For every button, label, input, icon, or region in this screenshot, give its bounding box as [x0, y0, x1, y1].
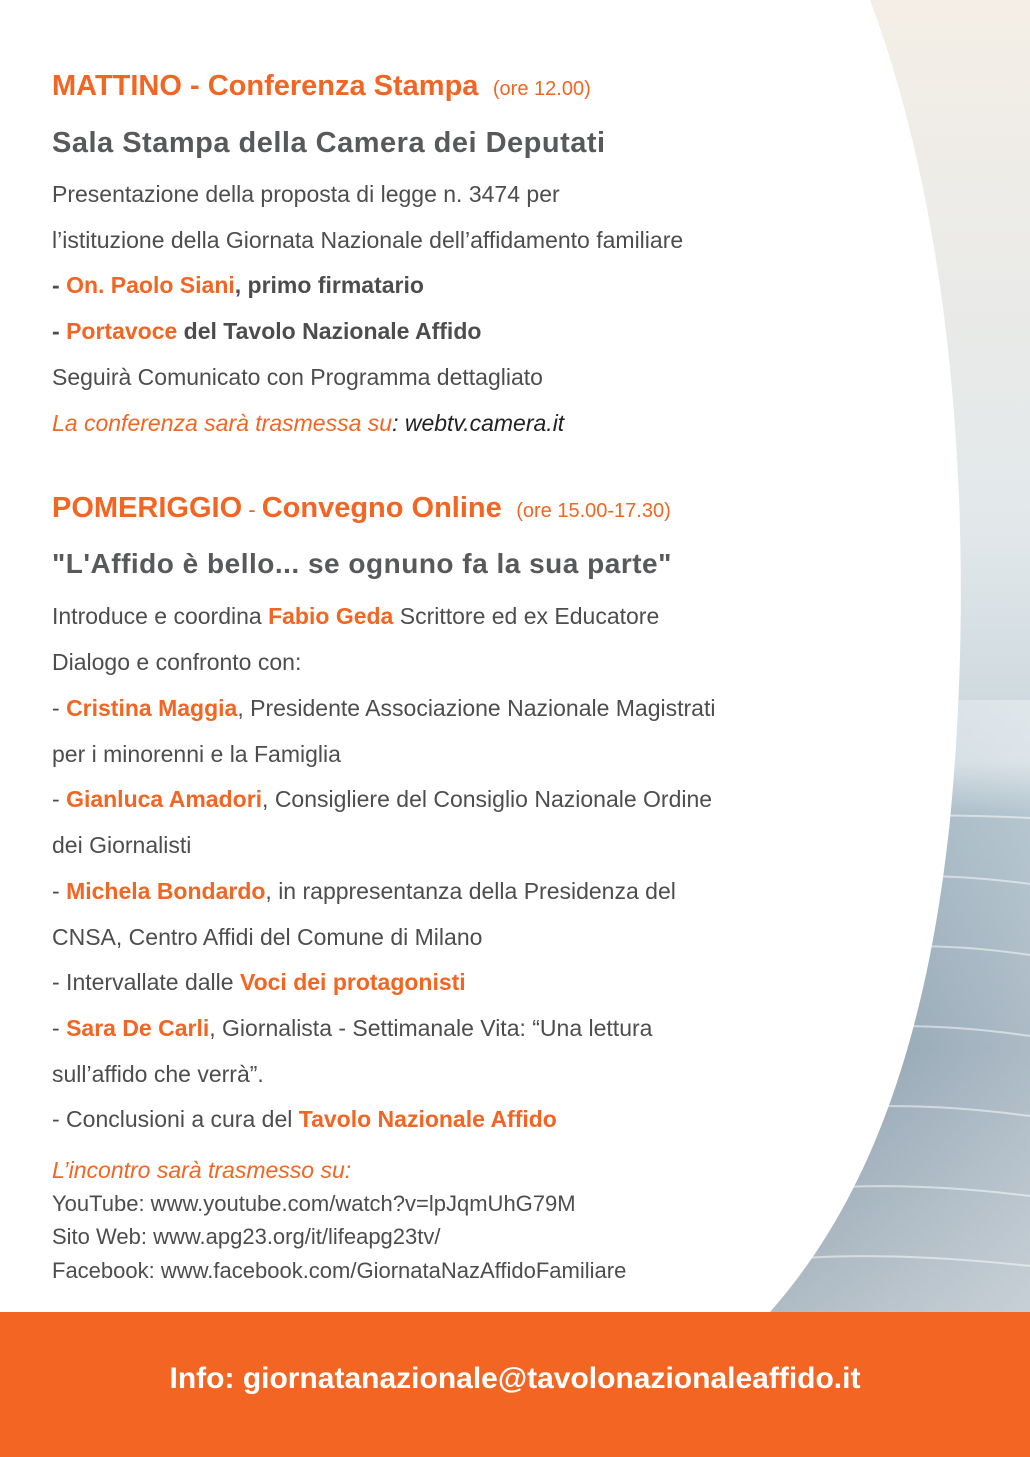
participant-maggia	[52, 695, 715, 722]
morning-speaker-portavoce	[52, 318, 481, 345]
morning-title: MATTINO - Conferenza Stampa	[52, 70, 479, 102]
speaker-name: Sara De Carli	[66, 1015, 210, 1041]
morning-broadcast	[52, 410, 564, 437]
speaker-role: Scrittore ed ex Educatore	[393, 603, 660, 629]
participant-bondardo	[52, 878, 676, 905]
afternoon-time: (ore 15.00-17.30)	[516, 500, 671, 522]
speaker-role: , Giornalista - Settimanale Vita: “Una lettura	[209, 1015, 653, 1041]
morning-description-line1: Presentazione della proposta di legge n. 3474 per	[52, 181, 560, 207]
afternoon-heading	[52, 492, 671, 525]
participant-bondardo-role-cont: CNSA, Centro Affidi del Comune di Milano	[52, 924, 483, 950]
bullet-dash: -	[52, 318, 67, 344]
website-link[interactable]: Sito Web: www.apg23.org/it/lifeapg23tv/	[52, 1224, 441, 1249]
speaker-role: , in rappresentanza della Presidenza del	[265, 878, 676, 904]
speaker-name: Fabio Geda	[268, 603, 394, 629]
afternoon-intro	[52, 603, 659, 630]
protagonists-voices	[52, 969, 466, 996]
speaker-role: del Tavolo Nazionale Affido	[177, 318, 482, 344]
conclusions	[52, 1106, 557, 1133]
intro-prefix: Introduce e coordina	[52, 603, 269, 629]
facebook-link[interactable]: Facebook: www.facebook.com/GiornataNazAffidoFamiliare	[52, 1258, 627, 1283]
morning-time: (ore 12.00)	[492, 78, 591, 100]
afternoon-subtitle-type: Convegno Online	[261, 492, 502, 524]
speaker-name: Portavoce	[66, 318, 178, 344]
participant-de-carli	[52, 1015, 652, 1042]
participant-maggia-role-cont: per i minorenni e la Famiglia	[52, 741, 341, 767]
footer-info-email[interactable]: Info: giornatanazionale@tavolonazionaleaffido.it	[169, 1362, 861, 1395]
speaker-name: Michela Bondardo	[66, 878, 266, 904]
youtube-link[interactable]: YouTube: www.youtube.com/watch?v=lpJqmUhG79M	[52, 1191, 576, 1216]
speaker-role: , primo firmatario	[234, 272, 424, 298]
bullet-dash: -	[52, 786, 67, 812]
broadcast-colon: :	[392, 410, 405, 436]
speaker-name: On. Paolo Siani	[66, 272, 235, 298]
afternoon-title: POMERIGGIO	[52, 492, 243, 524]
broadcast-label: La conferenza sarà trasmessa su	[52, 410, 393, 436]
morning-venue: Sala Stampa della Camera dei Deputati	[52, 127, 606, 159]
participant-amadori	[52, 786, 712, 813]
participant-amadori-role-cont: dei Giornalisti	[52, 832, 192, 858]
bullet-dash: -	[52, 1015, 67, 1041]
bullet-dash: -	[52, 878, 67, 904]
speaker-role: , Presidente Associazione Nazionale Magistrati	[237, 695, 716, 721]
morning-description-line2: l’istituzione della Giornata Nazionale dell’affidamento familiare	[52, 227, 684, 253]
afternoon-broadcast-label: L’incontro sarà trasmesso su:	[52, 1157, 352, 1183]
afternoon-dialog: Dialogo e confronto con:	[52, 649, 302, 675]
item-highlight: Voci dei protagonisti	[239, 969, 466, 995]
item-highlight: Tavolo Nazionale Affido	[298, 1106, 557, 1132]
morning-heading	[52, 70, 591, 103]
morning-speaker-siani	[52, 272, 424, 299]
morning-followup: Seguirà Comunicato con Programma dettagliato	[52, 364, 543, 390]
speaker-name: Cristina Maggia	[66, 695, 238, 721]
item-prefix: - Intervallate dalle	[52, 969, 240, 995]
bullet-dash: -	[52, 695, 67, 721]
item-prefix: - Conclusioni a cura del	[52, 1106, 299, 1132]
afternoon-title-dash: -	[242, 497, 262, 522]
participant-de-carli-role-cont: sull’affido che verrà”.	[52, 1061, 264, 1087]
bullet-dash: -	[52, 272, 67, 298]
speaker-role: , Consigliere del Consiglio Nazionale Ordine	[262, 786, 713, 812]
broadcast-url-link[interactable]: webtv.camera.it	[404, 410, 565, 436]
afternoon-event-title: "L'Affido è bello... se ognuno fa la sua parte"	[52, 548, 672, 579]
speaker-name: Gianluca Amadori	[66, 786, 263, 812]
